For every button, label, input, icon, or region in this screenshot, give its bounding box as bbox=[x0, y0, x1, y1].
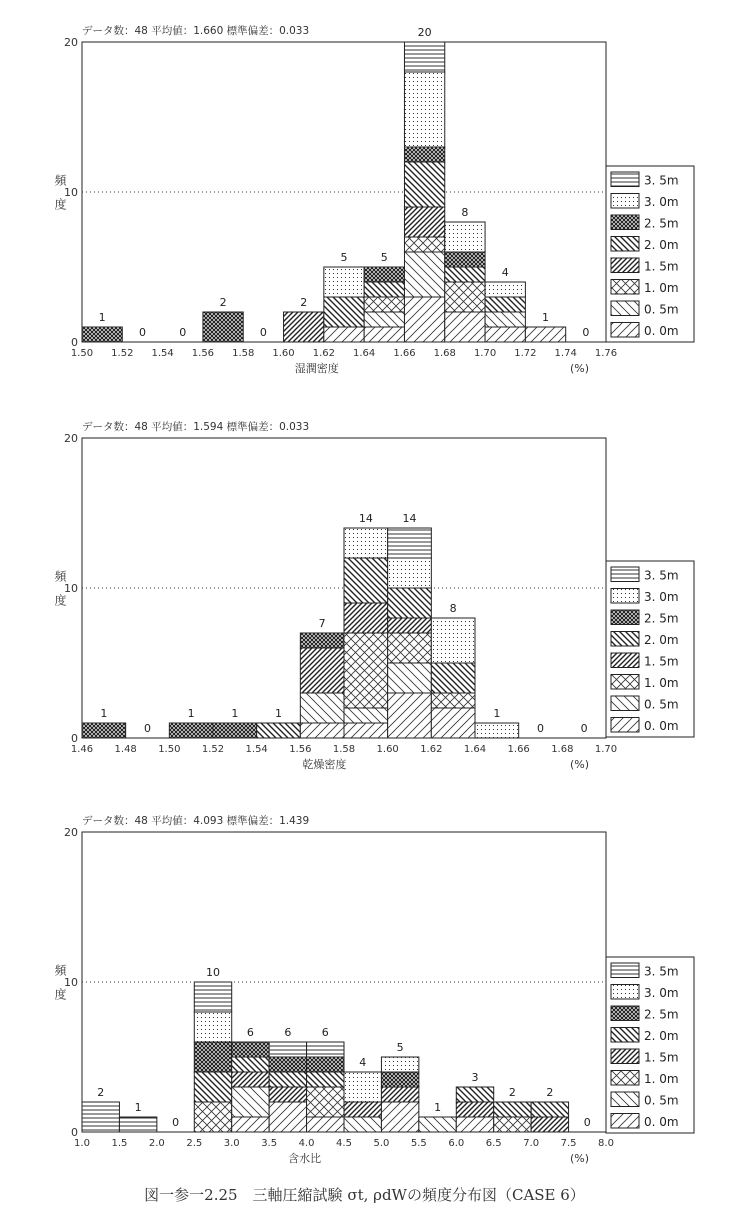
bar-count-label: 2 bbox=[300, 296, 308, 309]
legend-label: 2. 5m bbox=[644, 611, 679, 626]
legend-swatch bbox=[611, 323, 639, 338]
bar-segment bbox=[404, 252, 444, 297]
legend-swatch bbox=[611, 718, 639, 733]
bar-count-label: 5 bbox=[380, 251, 388, 264]
bar-segment bbox=[364, 267, 404, 282]
legend bbox=[606, 561, 694, 737]
bar-segment bbox=[364, 282, 404, 297]
bar-segment bbox=[194, 1102, 231, 1132]
legend-label: 1. 0m bbox=[644, 1072, 679, 1086]
legend-label: 3. 5m bbox=[644, 173, 679, 188]
x-tick-label: 7.0 bbox=[523, 1138, 540, 1149]
x-tick-label: 1.48 bbox=[114, 744, 137, 755]
bar-count-label: 2 bbox=[508, 1086, 516, 1099]
bar-segment bbox=[388, 618, 432, 633]
legend-swatch bbox=[611, 610, 639, 625]
bar-segment bbox=[381, 1087, 418, 1102]
bar-count-label: 2 bbox=[219, 296, 227, 309]
bar-segment bbox=[194, 982, 231, 1012]
bar-segment bbox=[494, 1102, 531, 1117]
y-tick-label: 0 bbox=[71, 732, 78, 745]
bar-segment bbox=[525, 327, 565, 342]
bar-segment bbox=[364, 297, 404, 312]
x-axis-unit: (%) bbox=[570, 362, 590, 375]
bar-segment bbox=[404, 207, 444, 237]
legend-label: 0. 0m bbox=[644, 324, 679, 338]
bar-count-label: 7 bbox=[318, 617, 326, 630]
legend-label: 3. 0m bbox=[644, 590, 679, 604]
y-axis-label: 頻 度 bbox=[53, 964, 67, 1004]
x-tick-label: 1.72 bbox=[514, 348, 537, 359]
x-tick-label: 1.68 bbox=[551, 744, 574, 755]
bar-count-label: 14 bbox=[358, 512, 373, 525]
bar-segment bbox=[485, 282, 525, 297]
bar-segment bbox=[531, 1117, 568, 1132]
bar-count-label: 6 bbox=[321, 1026, 329, 1039]
x-tick-label: 5.5 bbox=[410, 1138, 427, 1149]
bar-count-label: 14 bbox=[402, 512, 417, 525]
bar-segment bbox=[119, 1117, 156, 1132]
histogram-panel-1 bbox=[53, 24, 694, 375]
bar-segment bbox=[456, 1102, 493, 1117]
legend-label: 1. 5m bbox=[644, 1050, 679, 1065]
y-tick-label: 10 bbox=[64, 186, 78, 199]
bar-segment bbox=[324, 297, 364, 327]
x-tick-label: 8.0 bbox=[598, 1138, 614, 1149]
histogram-panel-3 bbox=[53, 814, 694, 1165]
x-tick-label: 1.70 bbox=[473, 348, 497, 359]
legend-swatch bbox=[611, 1006, 639, 1021]
bar-count-label: 6 bbox=[284, 1026, 292, 1039]
legend-swatch bbox=[611, 194, 639, 209]
bar-segment bbox=[445, 252, 485, 267]
legend-label: 2. 0m bbox=[644, 1029, 679, 1043]
legend-label: 3. 0m bbox=[644, 986, 679, 1000]
bar-segment bbox=[445, 312, 485, 342]
bar-segment bbox=[203, 312, 243, 342]
x-tick-label: 1.54 bbox=[151, 348, 174, 359]
bar-segment bbox=[257, 723, 301, 738]
bar-count-label: 10 bbox=[206, 966, 220, 979]
bar-count-label: 0 bbox=[144, 722, 151, 735]
bar-segment bbox=[456, 1117, 493, 1132]
bar-count-label: 1 bbox=[493, 707, 501, 720]
x-axis-label: 乾燥密度 bbox=[302, 758, 347, 771]
legend-label: 0. 0m bbox=[644, 719, 679, 733]
bar-count-label: 1 bbox=[98, 311, 106, 324]
x-tick-label: 1.64 bbox=[463, 744, 487, 755]
bar-segment bbox=[475, 723, 519, 738]
bar-count-label: 0 bbox=[172, 1116, 180, 1129]
x-tick-label: 1.52 bbox=[201, 744, 225, 755]
bar-segment bbox=[381, 1102, 418, 1132]
x-tick-label: 1.50 bbox=[70, 348, 94, 359]
x-tick-label: 2.0 bbox=[148, 1138, 165, 1149]
x-tick-label: 1.76 bbox=[594, 348, 618, 359]
x-tick-label: 7.5 bbox=[560, 1138, 577, 1149]
legend-swatch bbox=[611, 237, 639, 252]
y-axis-label: 頻 度 bbox=[53, 174, 67, 214]
legend-label: 3. 5m bbox=[644, 568, 679, 583]
bar-segment bbox=[388, 663, 432, 693]
x-tick-label: 1.58 bbox=[332, 744, 356, 755]
bar-segment bbox=[169, 723, 213, 738]
bar-count-label: 4 bbox=[359, 1056, 367, 1069]
x-tick-label: 6.0 bbox=[448, 1138, 465, 1149]
bar-count-label: 6 bbox=[246, 1026, 254, 1039]
x-tick-label: 4.5 bbox=[336, 1138, 352, 1149]
bar-segment bbox=[307, 1087, 344, 1117]
y-tick-label: 0 bbox=[71, 1126, 78, 1139]
bar-segment bbox=[381, 1072, 418, 1087]
bar-count-label: 2 bbox=[546, 1086, 554, 1099]
bar-segment bbox=[82, 1102, 119, 1132]
x-tick-label: 2.5 bbox=[186, 1138, 203, 1149]
x-tick-label: 1.54 bbox=[245, 744, 268, 755]
bar-segment bbox=[485, 297, 525, 312]
bar-segment bbox=[388, 528, 432, 558]
bar-segment bbox=[232, 1087, 269, 1117]
legend-label: 1. 0m bbox=[644, 676, 679, 690]
chart-title: データ数：48 平均値：4.093 標準偏差：1.439 bbox=[82, 815, 310, 827]
x-tick-label: 1.58 bbox=[232, 348, 255, 359]
x-tick-label: 1.74 bbox=[554, 348, 577, 359]
bar-segment bbox=[445, 282, 485, 312]
bar-segment bbox=[431, 708, 475, 738]
bar-segment bbox=[324, 267, 364, 297]
legend-label: 0. 5m bbox=[644, 1093, 679, 1108]
bar-count-label: 1 bbox=[134, 1101, 142, 1114]
legend-label: 1. 5m bbox=[644, 654, 679, 669]
x-tick-label: 1.62 bbox=[420, 744, 443, 755]
x-tick-label: 1.70 bbox=[594, 744, 618, 755]
bar-segment bbox=[82, 723, 126, 738]
bar-segment bbox=[364, 327, 404, 342]
bar-count-label: 20 bbox=[417, 26, 432, 39]
bar-segment bbox=[307, 1057, 344, 1072]
x-tick-label: 1.60 bbox=[272, 348, 295, 359]
legend-swatch bbox=[611, 258, 639, 273]
bar-segment bbox=[344, 723, 388, 738]
x-tick-label: 1.52 bbox=[111, 348, 134, 359]
bar-segment bbox=[445, 267, 485, 282]
bar-segment bbox=[404, 297, 444, 342]
x-tick-label: 1.66 bbox=[393, 348, 416, 359]
y-tick-label: 10 bbox=[64, 976, 78, 989]
bar-segment bbox=[364, 312, 404, 327]
bar-segment bbox=[269, 1072, 306, 1087]
x-tick-label: 1.68 bbox=[433, 348, 456, 359]
legend-label: 3. 0m bbox=[644, 195, 679, 209]
legend-swatch bbox=[611, 653, 639, 668]
bar-count-label: 4 bbox=[501, 266, 509, 279]
bar-segment bbox=[344, 558, 388, 603]
bar-segment bbox=[531, 1102, 568, 1117]
bar-segment bbox=[232, 1057, 269, 1072]
legend-swatch bbox=[611, 963, 639, 978]
histogram-panel-2 bbox=[53, 420, 694, 771]
bar-segment bbox=[307, 1117, 344, 1132]
bar-segment bbox=[324, 327, 364, 342]
x-tick-label: 1.56 bbox=[191, 348, 215, 359]
legend-label: 1. 0m bbox=[644, 281, 679, 295]
bar-segment bbox=[344, 528, 388, 558]
bar-segment bbox=[300, 633, 344, 648]
bar-segment bbox=[388, 588, 432, 618]
bar-segment bbox=[82, 327, 122, 342]
bar-count-label: 1 bbox=[275, 707, 282, 720]
bar-segment bbox=[232, 1117, 269, 1132]
bar-segment bbox=[344, 1117, 381, 1132]
charts-layer bbox=[53, 24, 694, 1165]
legend-label: 2. 5m bbox=[644, 216, 679, 231]
x-tick-label: 4.0 bbox=[298, 1138, 315, 1149]
bar-count-label: 0 bbox=[138, 326, 146, 339]
bar-count-label: 1 bbox=[231, 707, 239, 720]
chart-title: データ数：48 平均値：1.594 標準偏差：0.033 bbox=[82, 421, 310, 433]
bar-segment bbox=[194, 1072, 231, 1102]
legend-swatch bbox=[611, 1028, 639, 1043]
legend-swatch bbox=[611, 172, 639, 187]
legend-swatch bbox=[611, 1071, 639, 1086]
bar-segment bbox=[404, 72, 444, 147]
bar-segment bbox=[307, 1042, 344, 1057]
bar-segment bbox=[431, 618, 475, 663]
bar-segment bbox=[445, 222, 485, 252]
y-tick-label: 20 bbox=[64, 826, 78, 839]
y-axis-label: 頻 度 bbox=[53, 570, 67, 610]
x-tick-label: 1.66 bbox=[507, 744, 530, 755]
bar-segment bbox=[307, 1072, 344, 1087]
bar-segment bbox=[388, 558, 432, 588]
legend bbox=[606, 166, 694, 342]
bar-count-label: 2 bbox=[97, 1086, 105, 1099]
bar-segment bbox=[431, 663, 475, 693]
bar-segment bbox=[344, 708, 388, 723]
bar-segment bbox=[404, 147, 444, 162]
bar-count-label: 1 bbox=[187, 707, 195, 720]
x-tick-label: 1.5 bbox=[111, 1138, 128, 1149]
bar-segment bbox=[194, 1042, 231, 1072]
x-tick-label: 3.0 bbox=[223, 1138, 240, 1149]
bar-segment bbox=[269, 1057, 306, 1072]
bar-segment bbox=[269, 1042, 306, 1057]
bar-segment bbox=[485, 327, 525, 342]
bar-segment bbox=[269, 1087, 306, 1102]
bar-count-label: 3 bbox=[471, 1071, 479, 1084]
legend-label: 2. 0m bbox=[644, 238, 679, 252]
bar-segment bbox=[232, 1042, 269, 1057]
x-tick-label: 1.62 bbox=[312, 348, 335, 359]
x-tick-label: 1.50 bbox=[158, 744, 181, 755]
bar-segment bbox=[431, 693, 475, 708]
bar-segment bbox=[494, 1117, 531, 1132]
legend-swatch bbox=[611, 280, 639, 295]
bar-count-label: 8 bbox=[449, 602, 457, 615]
legend-label: 1. 5m bbox=[644, 259, 679, 274]
bar-segment bbox=[300, 648, 344, 693]
bar-segment bbox=[404, 42, 444, 72]
bar-segment bbox=[485, 312, 525, 327]
x-tick-label: 1.60 bbox=[376, 744, 399, 755]
legend-swatch bbox=[611, 696, 639, 711]
bar-count-label: 1 bbox=[542, 311, 550, 324]
bar-segment bbox=[344, 1072, 381, 1102]
chart-title: データ数：48 平均値：1.660 標準偏差：0.033 bbox=[82, 25, 310, 37]
y-tick-label: 20 bbox=[64, 36, 78, 49]
bar-segment bbox=[381, 1057, 418, 1072]
bar-segment bbox=[213, 723, 257, 738]
bar-count-label: 0 bbox=[580, 722, 588, 735]
legend-swatch bbox=[611, 301, 639, 316]
legend-swatch bbox=[611, 985, 639, 1000]
legend-label: 0. 5m bbox=[644, 302, 679, 317]
bar-count-label: 0 bbox=[259, 326, 267, 339]
legend-label: 2. 0m bbox=[644, 633, 679, 647]
legend-swatch bbox=[611, 589, 639, 604]
y-tick-label: 20 bbox=[64, 432, 78, 445]
bar-segment bbox=[269, 1102, 306, 1132]
bar-count-label: 8 bbox=[461, 206, 469, 219]
bar-segment bbox=[344, 633, 388, 708]
bar-count-label: 5 bbox=[396, 1041, 404, 1054]
bar-segment bbox=[388, 693, 432, 738]
figure-caption: 図一参一2.25 三軸圧縮試験 σt, ρdWの頻度分布図（CASE 6） bbox=[144, 1186, 585, 1204]
bar-segment bbox=[404, 237, 444, 252]
legend-swatch bbox=[611, 215, 639, 230]
bar-count-label: 1 bbox=[434, 1101, 442, 1114]
legend-swatch bbox=[611, 1049, 639, 1064]
bar-count-label: 0 bbox=[537, 722, 544, 735]
bar-segment bbox=[344, 1102, 381, 1117]
bar-segment bbox=[419, 1117, 456, 1132]
x-axis-label: 湿潤密度 bbox=[294, 362, 339, 375]
y-tick-label: 10 bbox=[64, 582, 78, 595]
bar-count-label: 5 bbox=[340, 251, 348, 264]
x-tick-label: 1.0 bbox=[74, 1138, 90, 1149]
bar-count-label: 1 bbox=[100, 707, 108, 720]
legend-swatch bbox=[611, 632, 639, 647]
bar-count-label: 0 bbox=[582, 326, 590, 339]
legend-swatch bbox=[611, 675, 639, 690]
bar-segment bbox=[194, 1012, 231, 1042]
legend-swatch bbox=[611, 567, 639, 582]
x-tick-label: 1.46 bbox=[70, 744, 94, 755]
legend-label: 0. 0m bbox=[644, 1115, 679, 1129]
x-tick-label: 3.5 bbox=[261, 1138, 278, 1149]
bar-segment bbox=[456, 1087, 493, 1102]
bar-segment bbox=[232, 1072, 269, 1087]
bar-count-label: 0 bbox=[179, 326, 187, 339]
legend-swatch bbox=[611, 1092, 639, 1107]
x-axis-unit: (%) bbox=[570, 758, 590, 771]
y-tick-label: 0 bbox=[71, 336, 78, 349]
x-tick-label: 6.5 bbox=[485, 1138, 502, 1149]
x-axis-label: 含水比 bbox=[288, 1152, 322, 1165]
legend bbox=[606, 957, 694, 1133]
x-tick-label: 5.0 bbox=[373, 1138, 390, 1149]
legend-label: 3. 5m bbox=[644, 964, 679, 979]
x-tick-label: 1.56 bbox=[289, 744, 312, 755]
bar-count-label: 0 bbox=[583, 1116, 591, 1129]
x-tick-label: 1.64 bbox=[353, 348, 376, 359]
bar-segment bbox=[344, 603, 388, 633]
bar-segment bbox=[388, 633, 432, 663]
bar-segment bbox=[404, 162, 444, 207]
legend-swatch bbox=[611, 1114, 639, 1129]
x-axis-unit: (%) bbox=[570, 1152, 590, 1165]
bar-segment bbox=[300, 723, 344, 738]
bar-segment bbox=[300, 693, 344, 723]
legend-label: 0. 5m bbox=[644, 697, 679, 712]
bar-segment bbox=[284, 312, 324, 342]
legend-label: 2. 5m bbox=[644, 1007, 679, 1022]
